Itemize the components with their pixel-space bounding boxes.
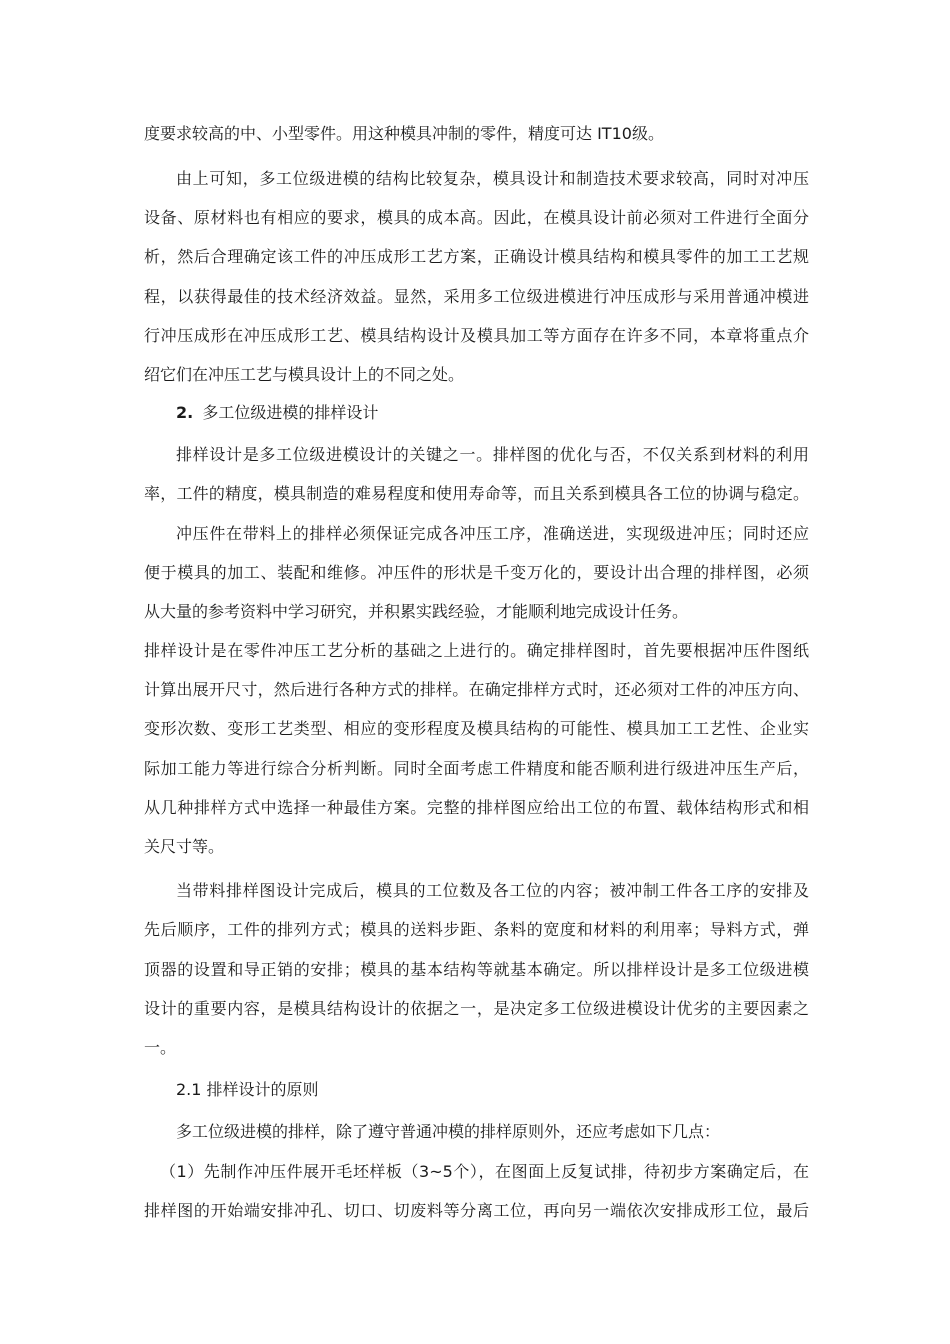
text-line: 关尺寸等。 <box>144 837 225 856</box>
text-line: 析，然后合理确定该工件的冲压成形工艺方案，正确设计模具结构和模具零件的加工工艺规 <box>144 247 809 266</box>
text-line: 绍它们在冲压工艺与模具设计上的不同之处。 <box>144 365 465 384</box>
text-line: 排样设计是多工位级进模设计的关键之一。排样图的优化与否，不仅关系到材料的利用 <box>176 445 809 464</box>
text-line: 一。 <box>144 1038 177 1057</box>
text-line: 变形次数、变形工艺类型、相应的变形程度及模具结构的可能性、模具加工工艺性、企业实 <box>144 719 809 738</box>
text-line: 度要求较高的中、小型零件。用这种模具冲制的零件，精度可达 IT10级。 <box>144 124 664 143</box>
text-line: 从几种排样方式中选择一种最佳方案。完整的排样图应给出工位的布置、载体结构形式和相 <box>144 798 809 817</box>
section-number: 2. <box>176 403 194 422</box>
text-line: （1）先制作冲压件展开毛坯样板（3~5个），在图面上反复试排，待初步方案确定后，在 <box>160 1162 809 1181</box>
text-line: 设计的重要内容，是模具结构设计的依据之一，是决定多工位级进模设计优劣的主要因素之 <box>144 999 809 1018</box>
section-title: 多工位级进模的排样设计 <box>202 403 379 422</box>
text-line: 计算出展开尺寸，然后进行各种方式的排样。在确定排样方式时，还必须对工件的冲压方向、 <box>144 680 809 699</box>
subsection-number: 2.1 <box>176 1080 202 1099</box>
text-line: 便于模具的加工、装配和维修。冲压件的形状是千变万化的，要设计出合理的排样图，必须 <box>144 563 809 582</box>
text-line: 当带料排样图设计完成后，模具的工位数及各工位的内容；被冲制工件各工序的安排及 <box>176 881 809 900</box>
text-line: 排样图的开始端安排冲孔、切口、切废料等分离工位，再向另一端依次安排成形工位，最后 <box>144 1201 809 1220</box>
text-line: 设备、原材料也有相应的要求，模具的成本高。因此，在模具设计前必须对工件进行全面分 <box>144 208 809 227</box>
text-line: 际加工能力等进行综合分析判断。同时全面考虑工件精度和能否顺利进行级进冲压生产后， <box>144 759 809 778</box>
text-line: 冲压件在带料上的排样必须保证完成各冲压工序，准确送进，实现级进冲压；同时还应 <box>176 524 809 543</box>
text-line: 行冲压成形在冲压成形工艺、模具结构设计及模具加工等方面存在许多不同，本章将重点介 <box>144 326 809 345</box>
text-line: 程，以获得最佳的技术经济效益。显然，采用多工位级进模进行冲压成形与采用普通冲模进 <box>144 287 809 306</box>
text-line: 由上可知，多工位级进模的结构比较复杂，模具设计和制造技术要求较高，同时对冲压 <box>176 169 809 188</box>
section-heading <box>176 403 576 423</box>
text-line: 从大量的参考资料中学习研究，并积累实践经验，才能顺利地完成设计任务。 <box>144 602 689 621</box>
text-line: 多工位级进模的排样，除了遵守普通冲模的排样原则外，还应考虑如下几点： <box>176 1122 721 1141</box>
subsection-title: 排样设计的原则 <box>206 1080 319 1099</box>
text-line: 排样设计是在零件冲压工艺分析的基础之上进行的。确定排样图时，首先要根据冲压件图纸 <box>144 641 809 660</box>
text-line: 顶器的设置和导正销的安排；模具的基本结构等就基本确定。所以排样设计是多工位级进模 <box>144 960 809 979</box>
text-line: 率，工件的精度，模具制造的难易程度和使用寿命等，而且关系到模具各工位的协调与稳定。 <box>144 484 809 503</box>
subsection-heading <box>176 1080 576 1100</box>
text-line: 先后顺序，工件的排列方式；模具的送料步距、条料的宽度和材料的利用率；导料方式，弹 <box>144 920 809 939</box>
